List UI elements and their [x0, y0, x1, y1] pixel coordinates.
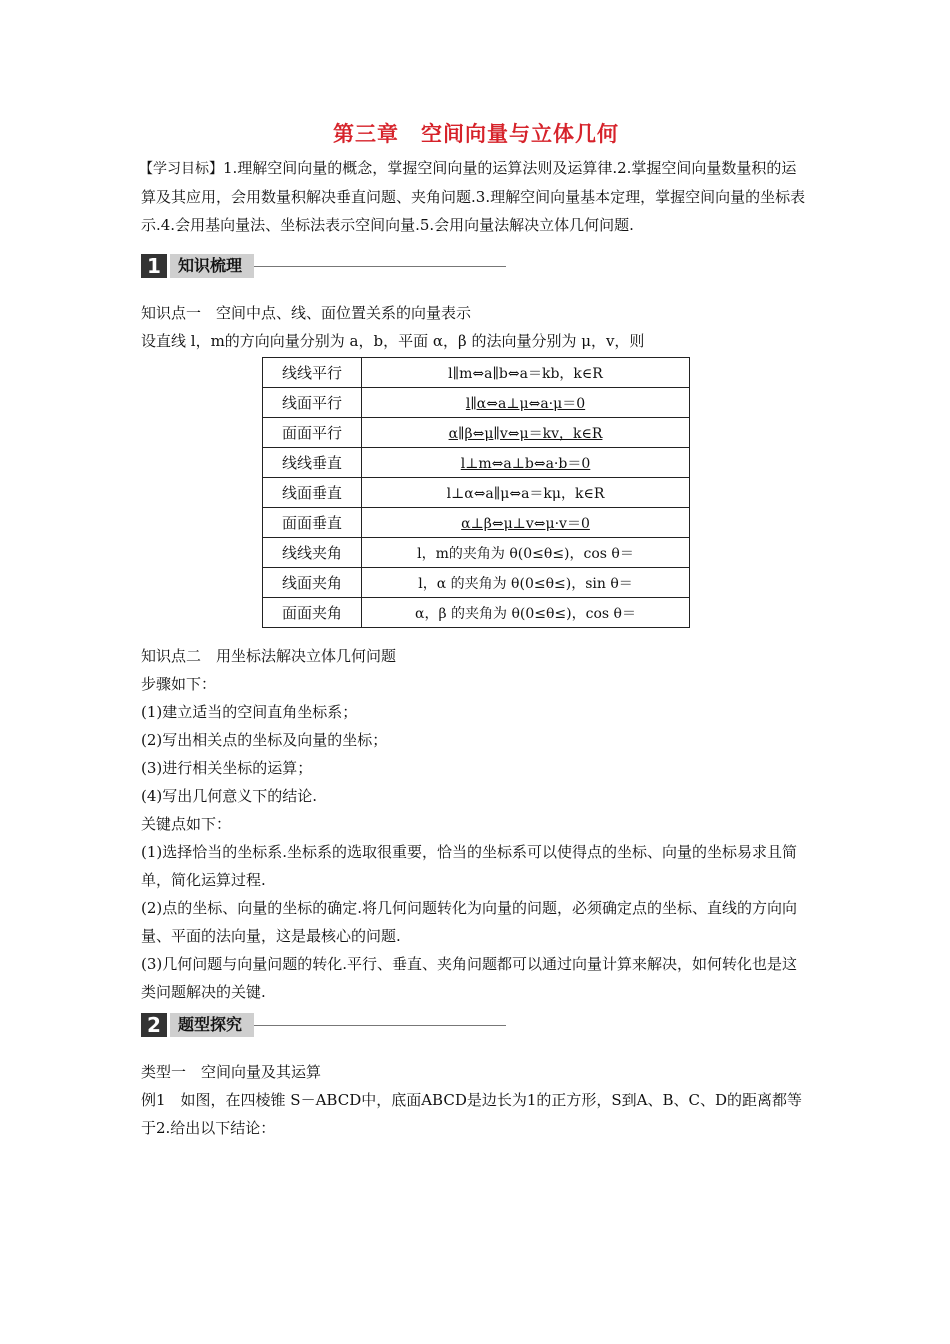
- table-row: [263, 538, 690, 568]
- relation-formula: α⊥β⇔μ⊥v⇔μ·v＝0: [362, 508, 690, 538]
- section-number: 1: [141, 254, 170, 278]
- table-row: [263, 448, 690, 478]
- relation-formula: α，β 的夹角为 θ(0≤θ≤)，cos θ＝: [362, 598, 690, 628]
- relation-name: 面面平行: [263, 418, 362, 448]
- section-divider: [254, 1025, 506, 1026]
- section-divider: [254, 266, 506, 267]
- relation-name: 线线平行: [263, 358, 362, 388]
- example-1: 例1 如图，在四棱锥 S－ABCD中，底面ABCD是边长为1的正方形，S到A、B、C、D的距离都等于2.给出以下结论：: [141, 1091, 803, 1137]
- list-item: (2)写出相关点的坐标及向量的坐标；: [141, 731, 388, 749]
- steps-label: 步骤如下：: [141, 675, 217, 693]
- type1-heading: 类型一 空间向量及其运算: [141, 1063, 322, 1081]
- document-page: [141, 118, 811, 1142]
- relation-name: 线面夹角: [263, 568, 362, 598]
- relation-name: 线线垂直: [263, 448, 362, 478]
- list-item: (1)建立适当的空间直角坐标系；: [141, 703, 358, 721]
- table-row: [263, 358, 690, 388]
- relation-formula: l，m的夹角为 θ(0≤θ≤)，cos θ＝: [362, 538, 690, 568]
- relation-name: 面面垂直: [263, 508, 362, 538]
- section-number: 2: [141, 1013, 170, 1037]
- section-header-knowledge: [141, 253, 811, 279]
- goals-label: 【学习目标】: [139, 161, 223, 177]
- relation-formula: l∥m⇔a∥b⇔a＝kb，k∈R: [362, 358, 690, 388]
- list-item: (4)写出几何意义下的结论.: [141, 787, 318, 805]
- learning-goals: [141, 154, 811, 239]
- relation-name: 面面夹角: [263, 598, 362, 628]
- kp2-heading: 知识点二 用坐标法解决立体几何问题: [141, 647, 397, 665]
- relation-formula: l⊥α⇔a∥μ⇔a＝kμ，k∈R: [362, 478, 690, 508]
- table-row: [263, 508, 690, 538]
- relation-formula: l，α 的夹角为 θ(0≤θ≤)，sin θ＝: [362, 568, 690, 598]
- table-row: [263, 598, 690, 628]
- relation-name: 线线夹角: [263, 538, 362, 568]
- kp1-intro: 设直线 l，m的方向向量分别为 a，b，平面 α，β 的法向量分别为 μ，v，则: [141, 332, 645, 350]
- relation-formula: l⊥m⇔a⊥b⇔a·b＝0: [362, 448, 690, 478]
- relation-formula: α∥β⇔μ∥v⇔μ＝kv，k∈R: [362, 418, 690, 448]
- list-item: (3)几何问题与向量问题的转化.平行、垂直、夹角问题都可以通过向量计算来解决，如何转化也是这类问题解决的关键.: [141, 955, 798, 1001]
- keys-label: 关键点如下：: [141, 815, 232, 833]
- chapter-title: 第三章 空间向量与立体几何: [333, 122, 619, 146]
- table-row: [263, 478, 690, 508]
- section-title: 知识梳理: [170, 254, 254, 278]
- section-title: 题型探究: [170, 1013, 254, 1037]
- table-row: [263, 388, 690, 418]
- goals-text: 1.理解空间向量的概念，掌握空间向量的运算法则及运算律.2.掌握空间向量数量积的运算及其应用，会用数量积解决垂直问题、夹角问题.3.理解空间向量基本定理，掌握空间向量的坐标表示.4.会用基向量法、坐标法表示空间向量.5.会用向量法解决立体几何问题.: [141, 159, 806, 234]
- table-row: [263, 418, 690, 448]
- relations-table: [262, 357, 690, 628]
- section-header-problems: [141, 1012, 811, 1038]
- relation-formula: l∥α⇔a⊥μ⇔a·μ＝0: [362, 388, 690, 418]
- list-item: (1)选择恰当的坐标系.坐标系的选取很重要，恰当的坐标系可以使得点的坐标、向量的坐标易求且简单，简化运算过程.: [141, 843, 798, 889]
- table-row: [263, 568, 690, 598]
- list-item: (3)进行相关坐标的运算；: [141, 759, 313, 777]
- list-item: (2)点的坐标、向量的坐标的确定.将几何问题转化为向量的问题，必须确定点的坐标、直线的方向向量、平面的法向量，这是最核心的问题.: [141, 899, 798, 945]
- relation-name: 线面平行: [263, 388, 362, 418]
- relation-name: 线面垂直: [263, 478, 362, 508]
- kp1-heading: 知识点一 空间中点、线、面位置关系的向量表示: [141, 304, 472, 322]
